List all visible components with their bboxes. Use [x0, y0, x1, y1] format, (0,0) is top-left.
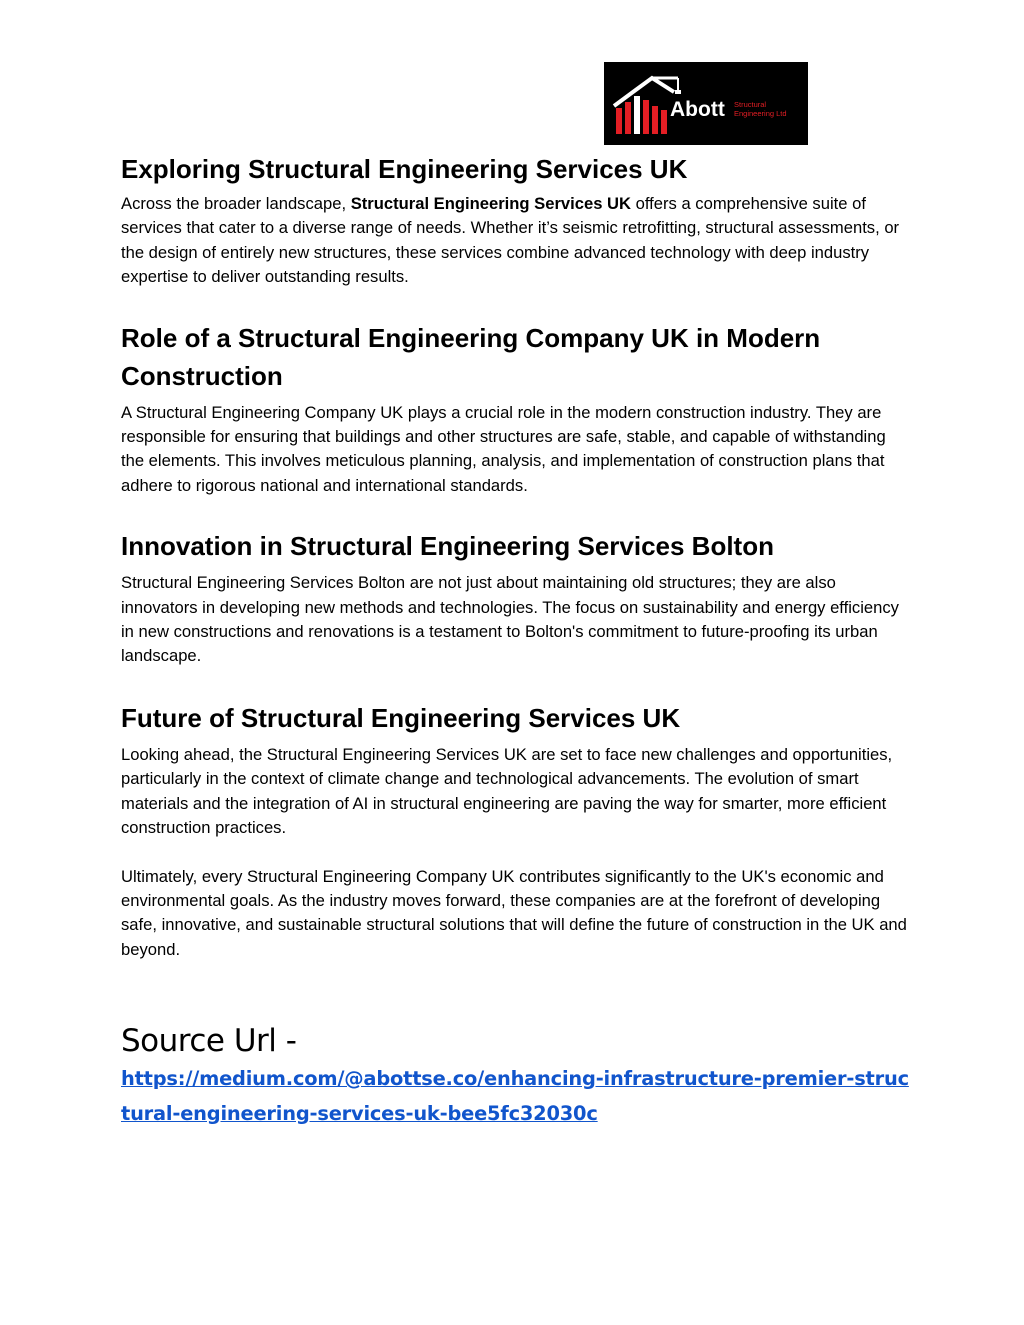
abott-logo-graphic	[604, 62, 808, 145]
logo-name: Abott	[670, 98, 725, 121]
paragraph-exploring	[121, 192, 911, 290]
heading-exploring: Exploring Structural Engineering Services UK	[121, 154, 688, 184]
company-logo	[604, 62, 808, 145]
heading-innovation: Innovation in Structural Engineering Services Bolton	[121, 531, 774, 562]
paragraph-exploring-bold: Structural Engineering Services UK	[350, 194, 632, 213]
paragraph-conclusion: Ultimately, every Structural Engineering Company UK contributes significantly to the UK's economic and environmental goals. As the industry moves forward, these companies are at the forefront of developing safe, innovative, and sustainable structural solutions that will define the future of construction in the UK and beyond.	[121, 866, 907, 959]
source-url-link[interactable]: https://medium.com/@abottse.co/enhancing-infrastructure-premier-structural-engineering-services-uk-bee5fc32030c	[121, 1067, 909, 1126]
paragraph-innovation: Structural Engineering Services Bolton are not just about maintaining old structures; they are also innovators in developing new methods and technologies. The focus on sustainability and energy efficiency in new constructions and renovations is a testament to Bolton's commitment to future-proofing its urban landscape.	[121, 573, 899, 666]
paragraph-future: Looking ahead, the Structural Engineering Services UK are set to face new challenges and opportunities, particularly in the context of climate change and technological advancements. The evolution of smart materials and the integration of AI in structural engineering are paving the way for smarter, more efficient construction practices.	[121, 744, 893, 838]
source-url-label: Source Url -	[121, 1023, 297, 1060]
paragraph-role: A Structural Engineering Company UK plays a crucial role in the modern construction industry. They are responsible for ensuring that buildings and other structures are safe, stable, and capable of withstanding the elements. This involves meticulous planning, analysis, and implementation of construction plans that adhere to rigorous national and international standards.	[121, 402, 886, 495]
logo-line2: Engineering Ltd	[734, 109, 787, 118]
heading-role: Role of a Structural Engineering Company UK in Modern Construction	[121, 322, 821, 391]
document-body	[121, 150, 911, 1131]
paragraph-exploring-end: offers a comprehensive suite of services that cater to a diverse range of needs. Whether it’s seismic retrofitting, structural assessments, or the design of entirely new structures, these services combine advanced technology with deep industry expertise to deliver outstanding results.	[121, 194, 900, 287]
heading-future: Future of Structural Engineering Services UK	[121, 702, 681, 733]
paragraph-exploring-start: Across the broader landscape,	[121, 194, 351, 213]
logo-line1: Structural	[734, 100, 767, 109]
